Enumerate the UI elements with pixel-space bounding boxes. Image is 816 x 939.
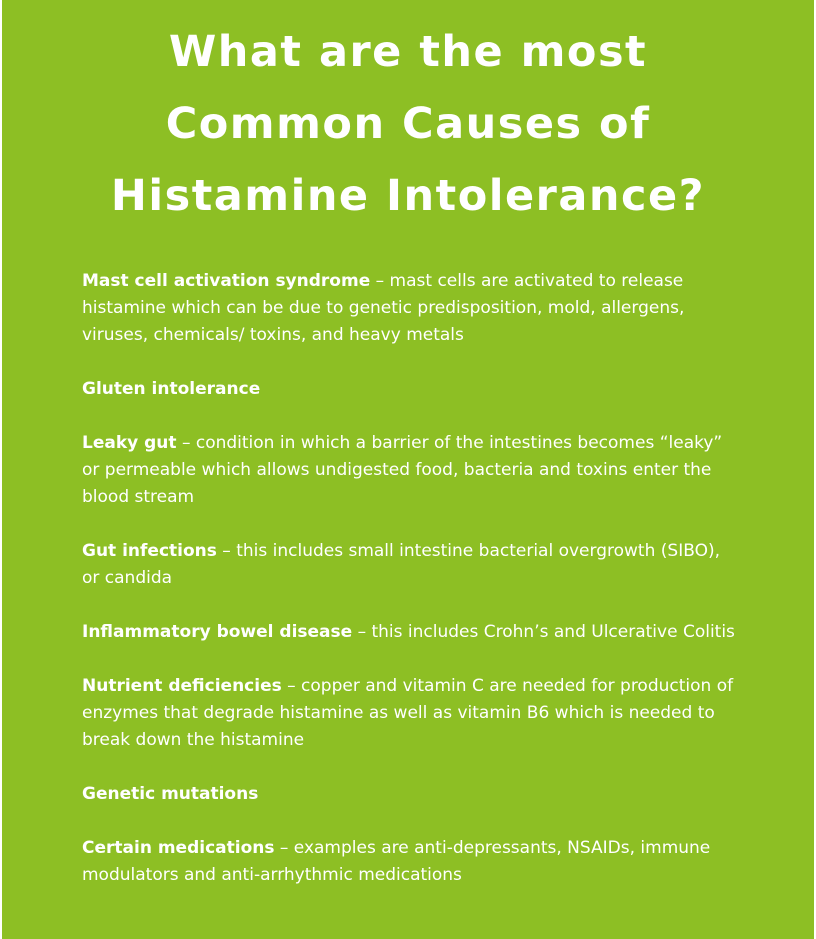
cause-item-nutrient-deficiencies [82,673,742,754]
cause-term: Gut infections [82,541,217,561]
cause-item-ibd [82,619,742,646]
content-panel [2,0,814,939]
cause-term: Leaky gut [82,433,177,453]
cause-item-genetic-mutations [82,781,742,808]
title-line-1: What are the most [168,27,648,77]
cause-term: Genetic mutations [82,784,259,804]
cause-item-mast-cell [82,268,742,349]
cause-description: – examples are anti-depressants, NSAIDs, immune modulators and anti-arrhythmic medications [82,838,711,885]
title-line-2: Common Causes of [165,99,651,149]
cause-term: Gluten intolerance [82,379,261,399]
cause-description: – this includes small intestine bacterial overgrowth (SIBO), or candida [82,541,720,588]
cause-term: Inflammatory bowel disease [82,622,353,642]
cause-description: – copper and vitamin C are needed for production of enzymes that degrade histamine as well as vitamin B6 which is needed to break down the histamine [82,676,734,750]
cause-description: – this includes Crohn’s and Ulcerative Colitis [352,622,735,642]
cause-item-gut-infections [82,538,742,592]
cause-item-leaky-gut [82,430,742,511]
cause-description: – mast cells are activated to release histamine which can be due to genetic predisposition, mold, allergens, viruses, chemicals/ toxins, and heavy metals [82,271,685,345]
page-title [2,16,814,232]
cause-term: Nutrient deficiencies [82,676,282,696]
causes-list [82,268,742,916]
cause-term: Certain medications [82,838,275,858]
cause-item-gluten [82,376,742,403]
cause-term: Mast cell activation syndrome [82,271,371,291]
cause-item-medications [82,835,742,889]
cause-description: – condition in which a barrier of the intestines becomes “leaky” or permeable which allows undigested food, bacteria and toxins enter the blood stream [82,433,723,507]
title-line-3: Histamine Intolerance? [110,171,706,221]
